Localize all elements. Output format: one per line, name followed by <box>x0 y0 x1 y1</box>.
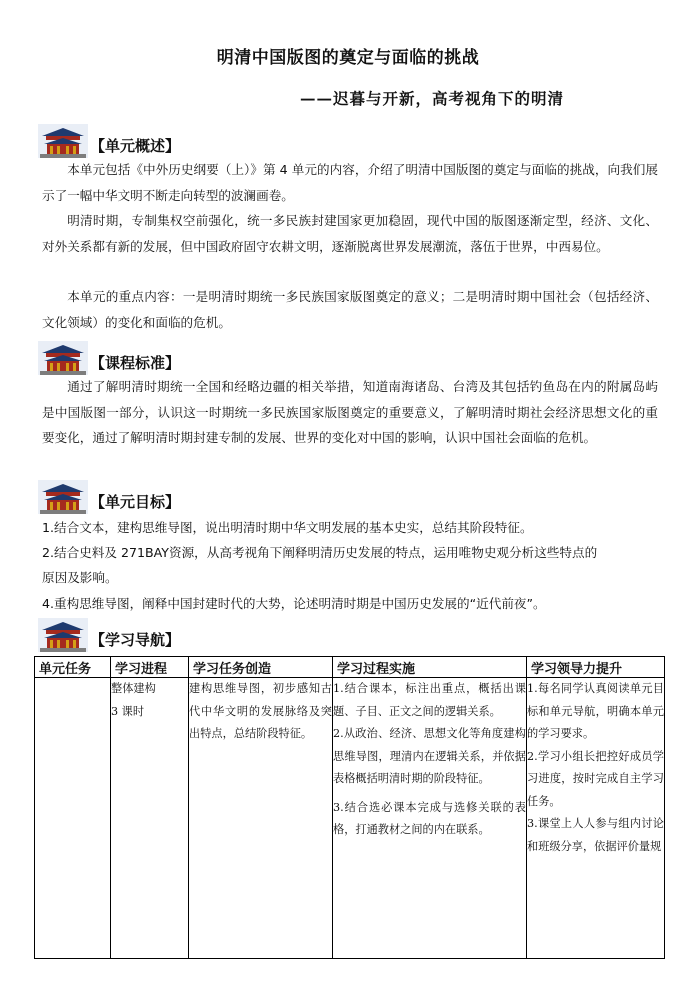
implementation-item: 3.结合选必课本完成与选修关联的表格，打通教材之间的内在联系。 <box>333 800 526 836</box>
leadership-item: 3.课堂上人人参与组内讨论和班级分享，依据评价量规 <box>527 817 664 853</box>
section-heading: 【单元目标】 <box>90 493 181 511</box>
section-header-overview <box>38 124 180 158</box>
goal-line-1: 1.结合文本，建构思维导图，说出明清时期中华文明发展的基本史实，总结其阶段特征。 <box>42 520 533 535</box>
leadership-item: 1.每名同学认真阅读单元目标和单元导航，明确本单元的学习要求。 <box>527 682 664 740</box>
section-header-goals <box>38 480 180 514</box>
palace-icon <box>38 480 88 514</box>
overview-paragraph-3: 本单元的重点内容：一是明清时期统一多民族国家版图奠定的意义；二是明清时期中国社会（包括经济、文化领域）的变化和面临的危机。 <box>42 289 658 330</box>
column-header: 学习任务创造 <box>189 657 333 678</box>
column-header: 学习过程实施 <box>333 657 527 678</box>
overview-paragraph-1: 本单元包括《中外历史纲要（上）》第 4 单元的内容，介绍了明清中国版图的奠定与面临的挑战，向我们展示了一幅中华文明不断走向转型的波澜画卷。 <box>42 162 658 203</box>
column-header: 单元任务 <box>35 657 111 678</box>
implementation-item: 1.结合课本，标注出重点，概括出课题、子目、正文之间的逻辑关系。 <box>333 682 526 718</box>
progress-line: 3 课时 <box>111 704 145 718</box>
implementation-cell <box>333 678 527 959</box>
learning-navigation-table <box>34 656 665 959</box>
section-header-standards <box>38 341 180 375</box>
leadership-cell <box>527 678 665 959</box>
progress-line: 整体建构 <box>111 682 156 695</box>
leadership-item: 2.学习小组长把控好成员学习进度，按时完成自主学习任务。 <box>527 749 664 808</box>
implementation-item: 2.从政治、经济、思想文化等角度建构思维导图，理清内在逻辑关系，并依据表格概括明清时期的阶段特征。 <box>333 727 526 785</box>
goal-line-3: 原因及影响。 <box>42 570 118 585</box>
standards-paragraph: 通过了解明清时期统一全国和经略边疆的相关举措，知道南海诸岛、台湾及其包括钓鱼岛在内的附属岛屿是中国版图一部分，认识这一时期统一多民族国家版图奠定的重要意义，了解明清时期社会经济思想文化的重要变化，通过了解明清时期封建专制的发展、世界的变化对中国的影响，认识中国社会面临的危机。 <box>42 379 658 445</box>
section-heading: 【课程标准】 <box>90 354 181 372</box>
section-heading: 【单元概述】 <box>90 137 181 155</box>
section-heading: 【学习导航】 <box>90 631 181 649</box>
progress-cell <box>111 678 189 959</box>
creation-text: 建构思维导图，初步感知古代中华文明的发展脉络及突出特点，总结阶段特征。 <box>189 682 332 740</box>
palace-icon <box>38 124 88 158</box>
goal-line-2: 2.结合史料及 271BAY资源，从高考视角下阐释明清历史发展的特点，运用唯物史观分析这些特点的 <box>42 545 598 560</box>
overview-paragraph-2: 明清时期，专制集权空前强化，统一多民族封建国家更加稳固，现代中国的版图逐渐定型，经济、文化、对外关系都有新的发展，但中国政府固守农耕文明，逐渐脱离世界发展潮流，落伍于世界，中西易位。 <box>42 213 658 254</box>
table-header-row <box>35 657 665 678</box>
document-title: 明清中国版图的奠定与面临的挑战 <box>216 48 480 68</box>
column-header: 学习进程 <box>111 657 189 678</box>
creation-cell <box>189 678 333 959</box>
palace-icon <box>38 618 88 652</box>
goal-line-4: 4.重构思维导图，阐释中国封建时代的大势，论述明清时期是中国历史发展的“近代前夜”。 <box>42 596 546 611</box>
table-row <box>35 678 665 959</box>
document-subtitle: ——迟暮与开新，高考视角下的明清 <box>300 89 565 108</box>
palace-icon <box>38 341 88 375</box>
section-header-navigation <box>38 618 180 652</box>
task-cell <box>35 678 111 959</box>
column-header: 学习领导力提升 <box>527 657 665 678</box>
